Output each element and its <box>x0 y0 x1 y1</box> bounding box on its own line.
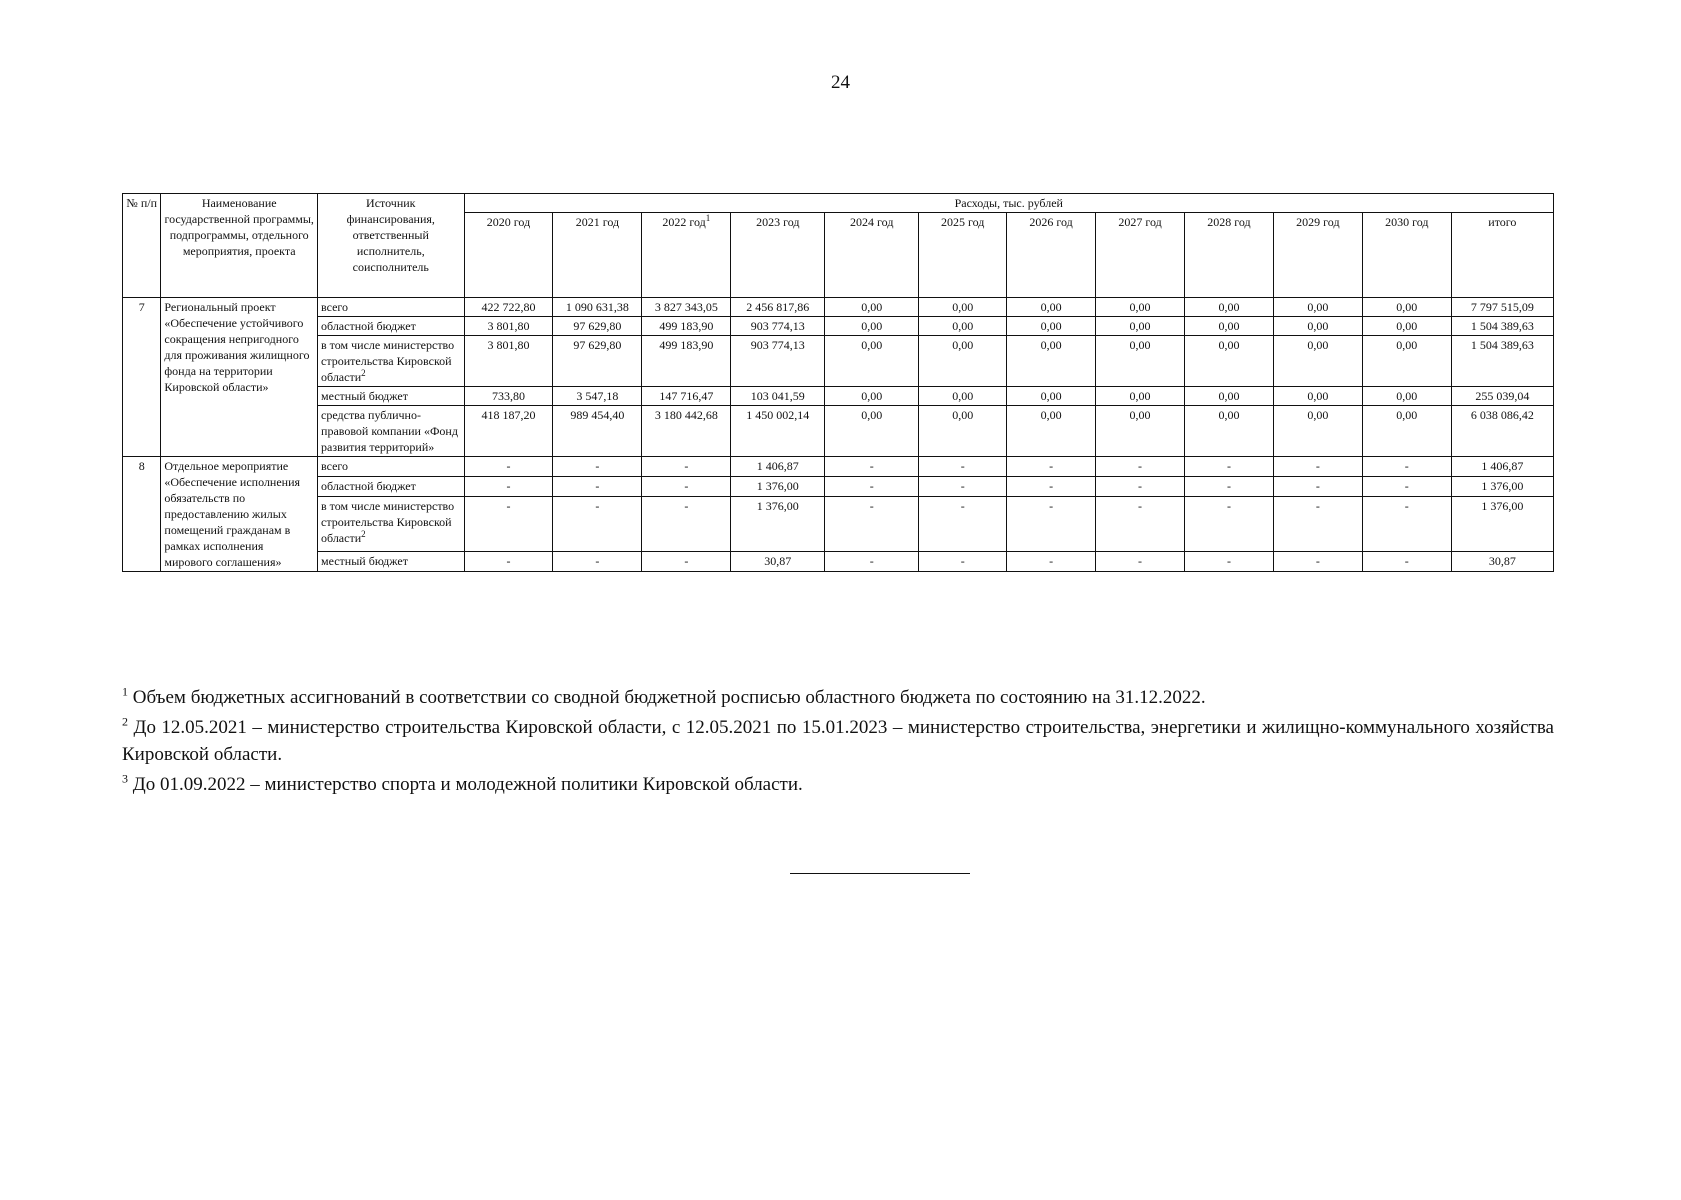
amount-cell: 0,00 <box>1273 317 1362 336</box>
amount-cell: 422 722,80 <box>464 298 553 317</box>
header-source: Источник финансирования, ответственный исполнитель, соисполнитель <box>318 194 465 298</box>
header-year-label: 2021 год <box>575 215 620 229</box>
footnote-marker: 3 <box>122 771 128 786</box>
table-header <box>123 194 1554 298</box>
table-row <box>123 387 1554 406</box>
amount-cell: 0,00 <box>1007 298 1096 317</box>
header-year <box>1007 213 1096 298</box>
budget-table <box>122 193 1554 572</box>
amount-cell: 0,00 <box>1362 317 1451 336</box>
table-row <box>123 317 1554 336</box>
amount-cell: 0,00 <box>1362 336 1451 387</box>
amount-cell: 0,00 <box>1007 406 1096 457</box>
header-year <box>731 213 825 298</box>
header-year <box>1362 213 1451 298</box>
amount-cell: - <box>553 477 642 497</box>
program-name: Региональный проект «Обеспечение устойчивого сокращения непригодного для проживания жилищного фонда на территории Кировской области» <box>161 298 318 457</box>
amount-cell: - <box>553 497 642 551</box>
amount-cell: 0,00 <box>1007 317 1096 336</box>
amount-cell: - <box>825 551 919 571</box>
amount-cell: 989 454,40 <box>553 406 642 457</box>
funding-source-label: средства публично-правовой компании «Фонд развития территорий» <box>321 408 458 454</box>
header-year-label: 2026 год <box>1029 215 1073 229</box>
amount-cell: - <box>642 551 731 571</box>
amount-cell: - <box>825 497 919 551</box>
amount-cell: 2 456 817,86 <box>731 298 825 317</box>
funding-source <box>318 317 465 336</box>
amount-cell: 0,00 <box>1184 336 1273 387</box>
amount-cell: 0,00 <box>1184 298 1273 317</box>
amount-cell: 0,00 <box>1007 387 1096 406</box>
amount-cell: 255 039,04 <box>1451 387 1553 406</box>
amount-cell: 0,00 <box>1184 406 1273 457</box>
header-name: Наименование государственной программы, подпрограммы, отдельного мероприятия, проекта <box>161 194 318 298</box>
footnote <box>122 771 1554 798</box>
amount-cell: - <box>464 477 553 497</box>
amount-cell: 0,00 <box>919 298 1007 317</box>
funding-source-label: местный бюджет <box>321 553 408 568</box>
amount-cell: 0,00 <box>1096 406 1185 457</box>
amount-cell: - <box>464 497 553 551</box>
amount-cell: 1 406,87 <box>1451 457 1553 477</box>
amount-cell: 1 406,87 <box>731 457 825 477</box>
amount-cell: 0,00 <box>1184 317 1273 336</box>
header-year-label: 2024 год <box>850 215 894 229</box>
amount-cell: 0,00 <box>1273 336 1362 387</box>
amount-cell: 1 376,00 <box>1451 497 1553 551</box>
header-year <box>1096 213 1185 298</box>
amount-cell: 499 183,90 <box>642 336 731 387</box>
funding-source-label: всего <box>321 459 349 473</box>
amount-cell: 3 180 442,68 <box>642 406 731 457</box>
amount-cell: - <box>1273 497 1362 551</box>
amount-cell: - <box>1007 551 1096 571</box>
header-year <box>642 213 731 298</box>
amount-cell: - <box>553 551 642 571</box>
funding-source-label: областной бюджет <box>321 319 416 333</box>
footnotes <box>122 684 1554 801</box>
footnote <box>122 714 1554 768</box>
amount-cell: - <box>1184 497 1273 551</box>
amount-cell: - <box>1184 551 1273 571</box>
amount-cell: 1 450 002,14 <box>731 406 825 457</box>
amount-cell: 0,00 <box>1096 336 1185 387</box>
footnote <box>122 684 1554 711</box>
funding-source-label: в том числе министерство строительства Кировской области <box>321 338 455 384</box>
amount-cell: 0,00 <box>1273 387 1362 406</box>
amount-cell: 0,00 <box>1184 387 1273 406</box>
amount-cell: 733,80 <box>464 387 553 406</box>
header-year-label: 2025 год <box>940 215 985 229</box>
amount-cell: - <box>1184 477 1273 497</box>
footnote-marker: 2 <box>122 714 128 729</box>
funding-source <box>318 387 465 406</box>
amount-cell: 3 827 343,05 <box>642 298 731 317</box>
funding-source <box>318 457 465 477</box>
amount-cell: 30,87 <box>731 551 825 571</box>
header-year <box>464 213 553 298</box>
amount-cell: 1 504 389,63 <box>1451 336 1553 387</box>
funding-source-label: областной бюджет <box>321 479 416 494</box>
header-year-label: 2027 год <box>1118 215 1162 229</box>
amount-cell: 6 038 086,42 <box>1451 406 1553 457</box>
row-number: 8 <box>123 457 161 572</box>
header-year <box>825 213 919 298</box>
amount-cell: 97 629,80 <box>553 317 642 336</box>
amount-cell: - <box>553 457 642 477</box>
funding-source-label: местный бюджет <box>321 389 408 403</box>
amount-cell: 0,00 <box>1362 387 1451 406</box>
funding-source <box>318 336 465 387</box>
amount-cell: 0,00 <box>825 406 919 457</box>
header-year-label: 2029 год <box>1296 215 1340 229</box>
amount-cell: 97 629,80 <box>553 336 642 387</box>
header-year-label: 2022 год <box>662 215 706 229</box>
amount-cell: 147 716,47 <box>642 387 731 406</box>
footnote-text: До 12.05.2021 – министерство строительства Кировской области, с 12.05.2021 по 15.01.2023 – министерство строительства, энергетики и жилищно-коммунального хозяйства Кировской области. <box>122 717 1554 765</box>
header-year-label: 2028 год <box>1207 215 1251 229</box>
amount-cell: - <box>1096 477 1185 497</box>
amount-cell: 1 376,00 <box>731 477 825 497</box>
amount-cell: 903 774,13 <box>731 336 825 387</box>
amount-cell: 0,00 <box>919 387 1007 406</box>
amount-cell: - <box>825 457 919 477</box>
amount-cell: - <box>1184 457 1273 477</box>
amount-cell: - <box>1273 457 1362 477</box>
amount-cell: 903 774,13 <box>731 317 825 336</box>
amount-cell: 0,00 <box>1096 298 1185 317</box>
amount-cell: - <box>1362 551 1451 571</box>
amount-cell: - <box>1007 497 1096 551</box>
amount-cell: - <box>1007 457 1096 477</box>
table-row <box>123 406 1554 457</box>
row-number: 7 <box>123 298 161 457</box>
amount-cell: 0,00 <box>825 336 919 387</box>
footnote-ref: 2 <box>361 529 366 540</box>
amount-cell: - <box>919 551 1007 571</box>
table-body <box>123 298 1554 572</box>
amount-cell: 1 090 631,38 <box>553 298 642 317</box>
amount-cell: - <box>1273 551 1362 571</box>
amount-cell: 0,00 <box>825 317 919 336</box>
header-year <box>1451 213 1553 298</box>
funding-source <box>318 406 465 457</box>
amount-cell: 1 504 389,63 <box>1451 317 1553 336</box>
funding-source-label: всего <box>321 300 349 314</box>
amount-cell: - <box>1096 497 1185 551</box>
amount-cell: 0,00 <box>919 336 1007 387</box>
amount-cell: - <box>1096 551 1185 571</box>
amount-cell: - <box>919 457 1007 477</box>
amount-cell: 30,87 <box>1451 551 1553 571</box>
amount-cell: - <box>464 551 553 571</box>
program-name: Отдельное мероприятие «Обеспечение исполнения обязательств по предоставлению жилых помещений гражданам в рамках исполнения мирового соглашения» <box>161 457 318 572</box>
amount-cell: - <box>464 457 553 477</box>
amount-cell: - <box>642 497 731 551</box>
header-year-label: итого <box>1488 215 1517 229</box>
amount-cell: 0,00 <box>825 298 919 317</box>
amount-cell: - <box>642 457 731 477</box>
table-row <box>123 497 1554 551</box>
footnote-text: Объем бюджетных ассигнований в соответствии со сводной бюджетной росписью областного бюджета по состоянию на 31.12.2022. <box>132 687 1206 708</box>
funding-source <box>318 298 465 317</box>
amount-cell: 3 801,80 <box>464 336 553 387</box>
amount-cell: 418 187,20 <box>464 406 553 457</box>
table-row <box>123 336 1554 387</box>
amount-cell: 0,00 <box>1007 336 1096 387</box>
amount-cell: 1 376,00 <box>731 497 825 551</box>
header-num: № п/п <box>123 194 161 298</box>
funding-source <box>318 497 465 551</box>
amount-cell: - <box>1362 457 1451 477</box>
header-year <box>1184 213 1273 298</box>
table-row <box>123 477 1554 497</box>
amount-cell: 0,00 <box>1096 317 1185 336</box>
amount-cell: 0,00 <box>919 317 1007 336</box>
footnote-ref: 2 <box>361 368 366 378</box>
header-year <box>1273 213 1362 298</box>
amount-cell: - <box>1362 477 1451 497</box>
footnote-text: До 01.09.2022 – министерство спорта и молодежной политики Кировской области. <box>132 774 803 795</box>
amount-cell: - <box>1096 457 1185 477</box>
closing-line <box>790 873 970 874</box>
footnote-marker: 1 <box>122 684 128 699</box>
amount-cell: - <box>1007 477 1096 497</box>
amount-cell: 0,00 <box>1362 406 1451 457</box>
amount-cell: 103 041,59 <box>731 387 825 406</box>
amount-cell: - <box>1362 497 1451 551</box>
header-year-label: 2023 год <box>756 215 800 229</box>
amount-cell: 0,00 <box>1096 387 1185 406</box>
amount-cell: - <box>825 477 919 497</box>
amount-cell: 0,00 <box>1273 406 1362 457</box>
amount-cell: - <box>642 477 731 497</box>
amount-cell: 0,00 <box>825 387 919 406</box>
table-row <box>123 298 1554 317</box>
amount-cell: 0,00 <box>919 406 1007 457</box>
amount-cell: 0,00 <box>1362 298 1451 317</box>
header-year-label: 2020 год <box>486 215 531 229</box>
amount-cell: - <box>919 477 1007 497</box>
header-expenses: Расходы, тыс. рублей <box>464 194 1553 213</box>
amount-cell: 1 376,00 <box>1451 477 1553 497</box>
amount-cell: 3 547,18 <box>553 387 642 406</box>
page-number: 24 <box>831 72 850 93</box>
amount-cell: - <box>1273 477 1362 497</box>
table-row <box>123 457 1554 477</box>
header-year-label: 2030 год <box>1385 215 1429 229</box>
amount-cell: 3 801,80 <box>464 317 553 336</box>
table-row <box>123 551 1554 571</box>
amount-cell: 499 183,90 <box>642 317 731 336</box>
funding-source <box>318 477 465 497</box>
header-year <box>919 213 1007 298</box>
funding-source-label: в том числе министерство строительства Кировской области <box>321 499 455 546</box>
amount-cell: 0,00 <box>1273 298 1362 317</box>
amount-cell: 7 797 515,09 <box>1451 298 1553 317</box>
header-year <box>553 213 642 298</box>
footnote-ref: 1 <box>705 213 711 223</box>
funding-source <box>318 551 465 571</box>
amount-cell: - <box>919 497 1007 551</box>
